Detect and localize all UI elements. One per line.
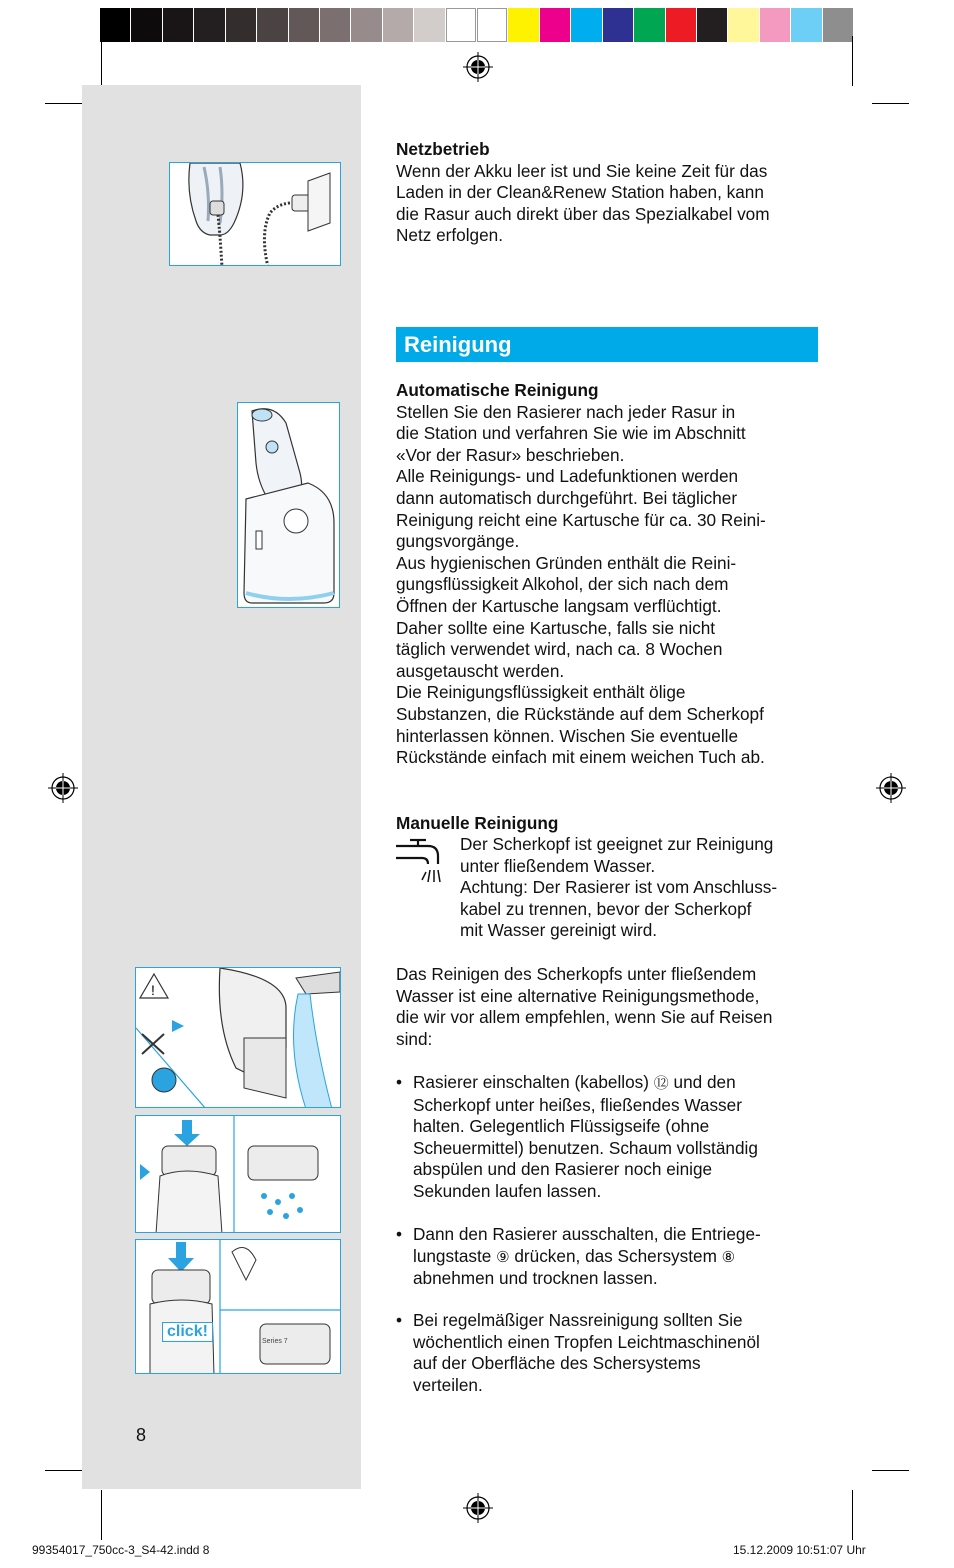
manual-line: kabel zu trennen, bevor der Scherkopf xyxy=(460,898,752,919)
color-swatch xyxy=(383,8,414,42)
color-swatch xyxy=(540,8,571,42)
crop-mark xyxy=(872,1470,909,1471)
manual-intro xyxy=(396,964,826,1050)
color-swatch xyxy=(194,8,225,42)
bullet-line: Sekunden laufen lassen. xyxy=(413,1180,602,1201)
bullet-line: abspülen und den Rasierer noch einige xyxy=(413,1159,713,1180)
series-label: Series 7 xyxy=(262,1338,288,1345)
color-swatch xyxy=(320,8,351,42)
auto-line: gungsflüssigkeit Alkohol, der sich nach dem xyxy=(396,574,729,595)
footer-timestamp: 15.12.2009 10:51:07 Uhr xyxy=(733,1543,866,1557)
intro-line: die wir vor allem empfehlen, wenn Sie auf Reisen xyxy=(396,1007,773,1028)
bullet-line: auf der Oberfläche des Schersystems xyxy=(413,1353,701,1374)
bullet-line: Rasierer einschalten (kabellos) ⑫ und den xyxy=(413,1072,736,1092)
registration-mark-icon xyxy=(463,52,493,82)
color-swatch xyxy=(760,8,791,42)
auto-line: Reinigung reicht eine Kartusche für ca. 30 Reini- xyxy=(396,509,766,530)
page-number: 8 xyxy=(136,1425,147,1445)
bullet-line: wöchentlich einen Tropfen Leichtmaschinenöl xyxy=(413,1331,760,1352)
auto-line: «Vor der Rasur» beschrieben. xyxy=(396,444,625,465)
netzbetrieb-line: Netz erfolgen. xyxy=(396,225,504,246)
click-label: click! xyxy=(162,1322,213,1342)
intro-line: Wasser ist eine alternative Reinigungsmethode, xyxy=(396,985,760,1006)
registration-mark-icon xyxy=(48,773,78,803)
color-swatch xyxy=(257,8,288,42)
registration-mark-icon xyxy=(876,773,906,803)
auto-line: gungsvorgänge. xyxy=(396,531,520,552)
manual-line: unter fließendem Wasser. xyxy=(460,855,656,876)
auto-line: dann automatisch durchgeführt. Bei täglicher xyxy=(396,487,738,508)
auto-line: die Station und verfahren Sie wie im Abschnitt xyxy=(396,423,746,444)
auto-line: Alle Reinigungs- und Ladefunktionen werden xyxy=(396,466,739,487)
manual-cleaning-body xyxy=(460,834,830,942)
manual-line: mit Wasser gereinigt wird. xyxy=(460,920,658,941)
color-swatch xyxy=(351,8,382,42)
color-swatch xyxy=(823,8,854,42)
auto-line: Substanzen, die Rückstände auf dem Scherkopf xyxy=(396,703,764,724)
color-swatch xyxy=(414,8,445,42)
bullet-line: verteilen. xyxy=(413,1374,483,1395)
crop-mark xyxy=(101,1490,102,1540)
water-tap-icon xyxy=(394,836,444,886)
svg-text:!: ! xyxy=(151,982,155,998)
color-swatch xyxy=(634,8,665,42)
color-swatch xyxy=(226,8,257,42)
manual-cleaning-title: Manuelle Reinigung xyxy=(396,813,559,833)
reference-number: ⑫ xyxy=(653,1075,669,1092)
bullet-item-2 xyxy=(396,1224,826,1290)
bullet-item-1 xyxy=(396,1072,826,1203)
bullet-line: Scherkopf unter heißes, fließendes Wasser xyxy=(413,1094,742,1115)
color-swatch xyxy=(603,8,634,42)
bullet-item-3 xyxy=(396,1310,826,1396)
color-swatch xyxy=(100,8,131,42)
clean-renew-station-illustration xyxy=(237,402,340,608)
reference-number: ⑨ xyxy=(496,1248,510,1266)
bullet-marker: • xyxy=(396,1224,403,1244)
crop-mark xyxy=(852,36,853,86)
auto-line: Rückstände einfach mit einem weichen Tuch ab. xyxy=(396,747,765,768)
color-swatch xyxy=(728,8,759,42)
auto-cleaning-title: Automatische Reinigung xyxy=(396,380,599,400)
registration-mark-icon xyxy=(463,1493,493,1523)
color-swatch xyxy=(131,8,162,42)
footer-filename: 99354017_750cc-3_S4-42.indd 8 xyxy=(32,1543,210,1557)
crop-mark xyxy=(101,36,102,86)
color-swatch xyxy=(477,8,508,42)
auto-line: ausgetauscht werden. xyxy=(396,660,565,681)
auto-line: hinterlassen können. Wischen Sie eventuelle xyxy=(396,725,739,746)
auto-line: Stellen Sie den Rasierer nach jeder Rasur in xyxy=(396,401,736,422)
color-swatch xyxy=(163,8,194,42)
bullet-line: halten. Gelegentlich Flüssigseife (ohne xyxy=(413,1116,710,1137)
auto-cleaning-section xyxy=(396,380,826,769)
color-swatch xyxy=(446,8,477,42)
remove-shaving-head-illustration xyxy=(135,1115,341,1233)
reference-number: ⑧ xyxy=(721,1248,736,1266)
netzbetrieb-title: Netzbetrieb xyxy=(396,139,490,159)
color-swatch xyxy=(571,8,602,42)
color-calibration-bar xyxy=(100,8,854,42)
bullet-line: Dann den Rasierer ausschalten, die Entriege- xyxy=(413,1224,761,1244)
bullet-line: abnehmen und trocknen lassen. xyxy=(413,1268,658,1289)
color-swatch xyxy=(697,8,728,42)
intro-line: sind: xyxy=(396,1028,433,1049)
auto-line: Die Reinigungsflüssigkeit enthält ölige xyxy=(396,682,686,703)
oil-and-reattach-illustration xyxy=(135,1239,341,1374)
crop-mark xyxy=(872,103,909,104)
color-swatch xyxy=(508,8,539,42)
netzbetrieb-line: Wenn der Akku leer ist und Sie keine Zeit für das xyxy=(396,160,768,181)
section-heading-reinigung: Reinigung xyxy=(396,327,818,362)
crop-mark xyxy=(852,1490,853,1540)
auto-line: Aus hygienischen Gründen enthält die Reini- xyxy=(396,552,737,573)
bullet-marker: • xyxy=(396,1310,403,1330)
color-swatch xyxy=(666,8,697,42)
netzbetrieb-section xyxy=(396,139,826,247)
manual-line: Achtung: Der Rasierer ist vom Anschluss- xyxy=(460,877,778,898)
intro-line: Das Reinigen des Scherkopfs unter fließendem xyxy=(396,964,757,984)
manual-line: Der Scherkopf ist geeignet zur Reinigung xyxy=(460,834,774,854)
auto-line: Öffnen der Kartusche langsam verflüchtigt. xyxy=(396,595,722,616)
bullet-marker: • xyxy=(396,1072,403,1092)
auto-line: Daher sollte eine Kartusche, falls sie nicht xyxy=(396,617,716,638)
bullet-line: lungstaste ⑨ drücken, das Schersystem ⑧ xyxy=(413,1245,736,1266)
color-swatch xyxy=(791,8,822,42)
netzbetrieb-line: Laden in der Clean&Renew Station haben, kann xyxy=(396,182,764,203)
auto-line: täglich verwendet wird, nach ca. 8 Wochen xyxy=(396,639,723,660)
shaver-cable-illustration xyxy=(169,162,341,266)
crop-mark xyxy=(45,103,82,104)
bullet-line: Bei regelmäßiger Nassreinigung sollten Sie xyxy=(413,1310,743,1330)
washing-under-tap-illustration xyxy=(135,967,341,1108)
color-swatch xyxy=(289,8,320,42)
netzbetrieb-line: die Rasur auch direkt über das Spezialkabel vom xyxy=(396,203,770,224)
bullet-line: Scheuermittel) benutzen. Schaum vollständig xyxy=(413,1137,758,1158)
crop-mark xyxy=(45,1470,82,1471)
